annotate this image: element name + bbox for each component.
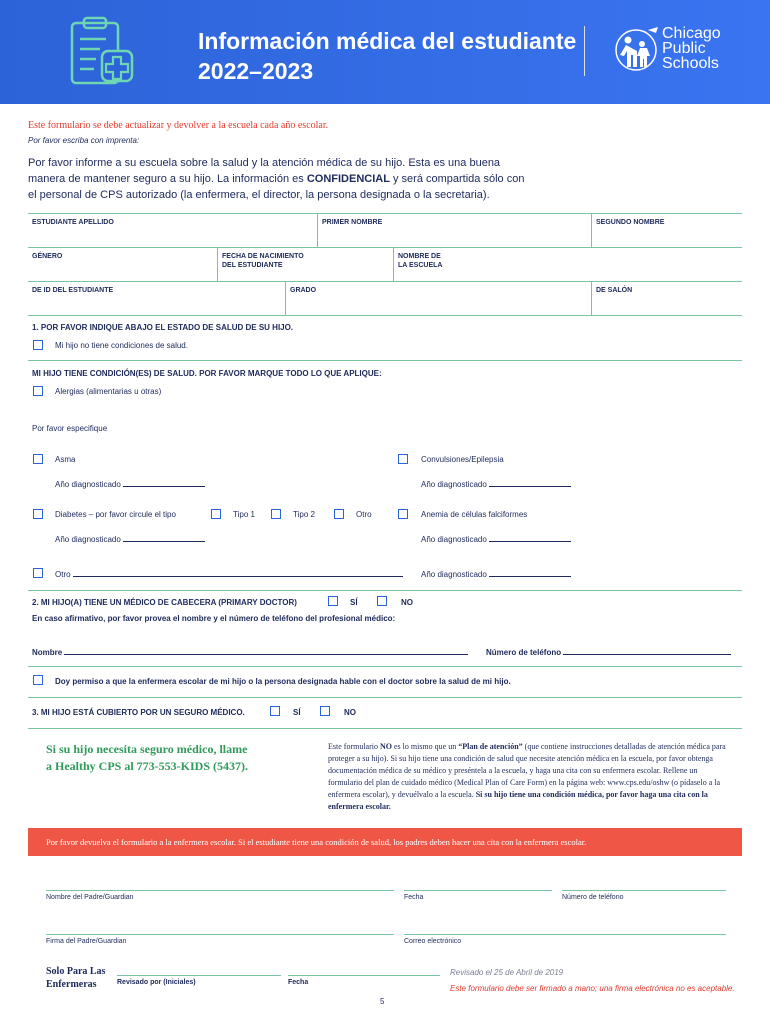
student-id-field[interactable]: DE ID DEL ESTUDIANTE <box>28 282 286 316</box>
return-form-banner: Por favor devuelva el formulario a la enfermera escolar. Si el estudiante tiene una condición de salud, los padres deben hacer una cita con la enfermera escolar. <box>28 828 742 856</box>
nurse-date-line[interactable] <box>288 975 440 976</box>
parent-name-line[interactable] <box>46 890 394 891</box>
parent-signature-line[interactable] <box>46 934 394 935</box>
name-row <box>28 213 742 247</box>
doctor-yes-label: SÍ <box>350 598 358 607</box>
sickle-cell-label: Anemia de células falciformes <box>421 510 528 519</box>
section1-title: 1. POR FAVOR INDIQUE ABAJO EL ESTADO DE SALUD DE SU HIJO. <box>32 323 294 332</box>
revision-date: Revisado el 25 de Abril de 2019 <box>450 968 564 977</box>
other-condition-checkbox[interactable] <box>33 568 43 578</box>
diabetes-checkbox[interactable] <box>33 509 43 519</box>
date-line[interactable] <box>404 890 552 891</box>
phone-label: Número de teléfono <box>562 894 624 901</box>
page-number: 5 <box>380 997 385 1006</box>
doctor-name-field[interactable]: Nombre <box>32 648 468 657</box>
type2-label: Tipo 2 <box>293 510 315 519</box>
id-row <box>28 281 742 315</box>
school-name-field[interactable]: NOMBRE DE LA ESCUELA <box>398 253 443 269</box>
specify-label: Por favor especifique <box>32 424 108 433</box>
handwritten-signature-note: Este formulario debe ser firmado a mano; una firma electrónica no es aceptable. <box>450 984 735 993</box>
no-conditions-checkbox[interactable] <box>33 340 43 350</box>
care-plan-paragraph: Este formulario NO es lo mismo que un “Plan de atención” (que contiene instrucciones detalladas de atención médica para proteger a su hijo). Si su hijo tiene una condición de salud que necesite atención médica en la escuela, por favor obtenga documentación médica de su médico y preséntela a la escuela, y haga una cita con su enfermera escolar. Rellene un formulario del plan de cuidado médico (Medical Plan of Care Form) en la página web: www.cps.edu/oshw (o pídaselo a la enfermera escolar), y devuélvalo a la escuela. Si su hijo tiene una condición médica, por favor haga una cita con la enfermera escolar. <box>328 742 726 811</box>
demographics-row <box>28 247 742 281</box>
asthma-label: Asma <box>55 455 76 464</box>
doctor-yes-checkbox[interactable] <box>328 596 338 606</box>
other-type-checkbox[interactable] <box>334 509 344 519</box>
healthy-cps-callout: Si su hijo necesita seguro médico, llame a Healthy CPS al 773-553-KIDS (5437). <box>46 742 248 773</box>
grid-bottom-rule <box>28 315 742 316</box>
section3-top-rule <box>28 697 742 698</box>
print-instruction: Por favor escriba con imprenta: <box>28 136 140 145</box>
conditions-heading: MI HIJO TIENE CONDICIÓN(ES) DE SALUD. POR FAVOR MARQUE TODO LO QUE APLIQUE: <box>32 369 382 378</box>
first-name-field[interactable]: PRIMER NOMBRE <box>318 214 592 248</box>
grade-field[interactable]: GRADO <box>286 282 592 316</box>
dob-field[interactable]: FECHA DE NACIMIENTO DEL ESTUDIANTE <box>218 248 394 282</box>
nurse-initials-line[interactable] <box>117 975 281 976</box>
phone-line[interactable] <box>562 890 726 891</box>
other-year-field[interactable]: Año diagnosticado <box>421 570 571 579</box>
insurance-rule <box>28 728 742 729</box>
other-type-label: Otro <box>356 510 372 519</box>
allergies-checkbox[interactable] <box>33 386 43 396</box>
middle-name-field[interactable]: SEGUNDO NOMBRE <box>596 219 665 226</box>
section2-top-rule <box>28 590 742 591</box>
nurse-date-label: Fecha <box>288 979 309 986</box>
doctor-phone-field[interactable]: Número de teléfono <box>486 648 731 657</box>
permission-rule <box>28 666 742 667</box>
section2-title: 2. MI HIJO(A) TIENE UN MÉDICO DE CABECERA (PRIMARY DOCTOR) <box>32 598 297 607</box>
insurance-yes-checkbox[interactable] <box>270 706 280 716</box>
nurse-only-label: Solo Para Las Enfermeras <box>46 966 106 990</box>
intro-paragraph: Por favor informe a su escuela sobre la salud y la atención médica de su hijo. Esta es una buena manera de mantener seguro a su hijo. La información es CONFIDENCIAL y será compartida sólo con el personal de CPS autorizado (la enfermera, el director, la persona designada o la secretaria). <box>28 157 525 201</box>
doctor-no-label: NO <box>401 598 413 607</box>
diabetes-year-field[interactable]: Año diagnosticado <box>55 535 205 544</box>
header-divider <box>584 26 585 76</box>
date-label: Fecha <box>404 894 424 901</box>
sickle-cell-checkbox[interactable] <box>398 509 408 519</box>
doctor-instructions: En caso afirmativo, por favor provea el nombre y el número de teléfono del profesional médico: <box>32 614 396 623</box>
email-label: Correo electrónico <box>404 938 462 945</box>
sickle-cell-year-field[interactable]: Año diagnosticado <box>421 535 571 544</box>
insurance-no-label: NO <box>344 708 356 717</box>
section3-title: 3. MI HIJO ESTÁ CUBIERTO POR UN SEGURO MÉDICO. <box>32 708 245 717</box>
cps-logo-icon <box>612 24 662 74</box>
annual-update-note: Este formulario se debe actualizar y devolver a la escuela cada año escolar. <box>28 120 329 131</box>
insurance-no-checkbox[interactable] <box>320 706 330 716</box>
seizures-year-field[interactable]: Año diagnosticado <box>421 480 571 489</box>
seizures-label: Convulsiones/Epilepsia <box>421 455 504 464</box>
page-title: Información médica del estudiante 2022–2023 <box>198 28 577 84</box>
gender-field[interactable]: GÉNERO <box>28 248 218 282</box>
type1-checkbox[interactable] <box>211 509 221 519</box>
doctor-no-checkbox[interactable] <box>377 596 387 606</box>
permission-label: Doy permiso a que la enfermera escolar de mi hijo o la persona designada hable con el doctor sobre la salud de mi hijo. <box>55 677 511 686</box>
type2-checkbox[interactable] <box>271 509 281 519</box>
cps-logo-text: Chicago Public Schools <box>662 25 721 72</box>
seizures-checkbox[interactable] <box>398 454 408 464</box>
email-line[interactable] <box>404 934 726 935</box>
asthma-checkbox[interactable] <box>33 454 43 464</box>
diabetes-label: Diabetes – por favor circule el tipo <box>55 510 176 519</box>
section1-rule <box>28 360 742 361</box>
homeroom-field[interactable]: DE SALÓN <box>596 287 633 294</box>
permission-checkbox[interactable] <box>33 675 43 685</box>
type1-label: Tipo 1 <box>233 510 255 519</box>
last-name-field[interactable]: ESTUDIANTE APELLIDO <box>28 214 318 248</box>
allergies-label: Alergias (alimentarias u otras) <box>55 387 162 396</box>
no-conditions-label: Mi hijo no tiene condiciones de salud. <box>55 341 188 350</box>
other-condition-field[interactable]: Otro <box>55 570 403 579</box>
parent-name-label: Nombre del Padre/Guardian <box>46 894 134 901</box>
parent-signature-label: Firma del Padre/Guardian <box>46 938 127 945</box>
asthma-year-field[interactable]: Año diagnosticado <box>55 480 205 489</box>
clipboard-medical-icon <box>66 15 138 89</box>
page-header <box>0 0 770 104</box>
insurance-yes-label: SÍ <box>293 708 301 717</box>
nurse-initials-label: Revisado por (Iniciales) <box>117 979 196 986</box>
